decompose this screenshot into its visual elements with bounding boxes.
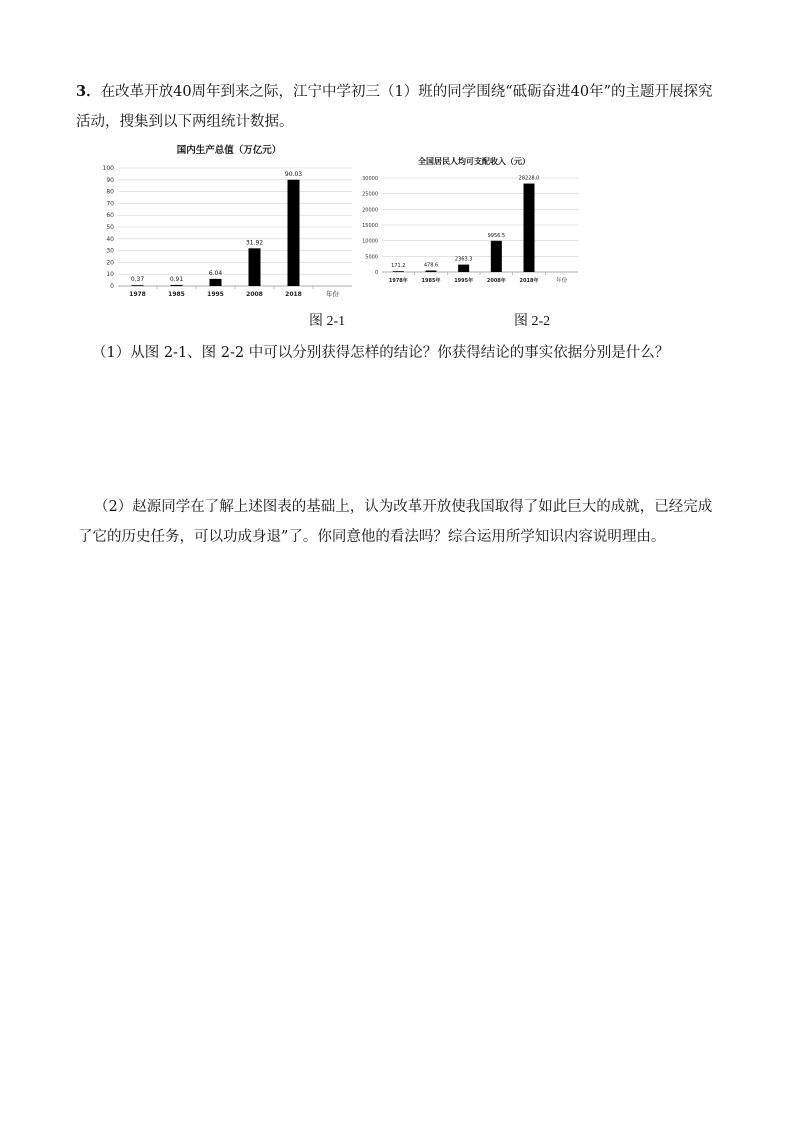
bar [132, 285, 144, 286]
question-stem [76, 77, 726, 137]
data-label: 9956.5 [487, 232, 506, 239]
y-tick-label: 50 [106, 224, 114, 231]
bar [524, 184, 535, 272]
income-bar-chart [358, 150, 590, 295]
y-tick-label: 10 [106, 271, 114, 279]
y-tick-label: 15000 [362, 223, 378, 229]
bar [171, 285, 183, 286]
question-stem-line-1: 在改革开放40周年到来之际，江宁中学初三（1）班的同学围绕“砥砺奋进40年”的主题开展探究 [100, 84, 713, 100]
y-tick-label: 60 [106, 212, 114, 220]
figure-caption-2-2: 图 2-2 [514, 314, 551, 329]
x-tick-label: 1995 [207, 291, 224, 298]
x-axis-label: 年份 [556, 278, 568, 284]
question-number: 3． [76, 83, 101, 100]
y-tick-label: 40 [106, 235, 114, 243]
y-tick-label: 25000 [362, 191, 378, 198]
data-label: 31.92 [245, 239, 264, 247]
y-tick-label: 20 [106, 259, 114, 267]
x-tick-label: 1985 [168, 291, 185, 298]
data-label: 90.03 [284, 170, 303, 178]
figure-caption-2-1: 图 2-1 [309, 314, 346, 329]
y-tick-label: 100 [102, 165, 114, 172]
bar [210, 279, 222, 286]
x-tick-label: 2018年 [519, 278, 539, 284]
x-tick-label: 1995年 [454, 278, 474, 284]
y-tick-label: 10000 [362, 238, 378, 245]
sub-question-2 [78, 492, 738, 552]
y-tick-label: 20000 [362, 207, 378, 214]
x-tick-label: 1978 [129, 291, 146, 298]
y-tick-label: 5000 [365, 254, 378, 261]
data-label: 0.91 [169, 275, 184, 283]
y-tick-label: 80 [106, 188, 114, 196]
x-tick-label: 2018 [285, 291, 302, 298]
y-tick-label: 90 [106, 176, 114, 184]
bar [458, 265, 469, 272]
bar [393, 271, 404, 272]
sub-question-2-line-2: 了它的历史任务，可以功成身退”了。你同意他的看法吗？综合运用所学知识内容说明理由。 [78, 529, 666, 545]
data-label: 0.37 [130, 276, 145, 284]
sub-question-1: （1）从图 2-1、图 2-2 中可以分别获得怎样的结论？你获得结论的事实依据分别是什么？ [92, 345, 670, 361]
gdp-bar-chart [90, 140, 355, 305]
data-label: 478.6 [423, 262, 439, 269]
bar [249, 248, 261, 286]
data-label: 28228.0 [518, 175, 540, 182]
data-label: 2363.3 [454, 256, 473, 263]
x-tick-label: 2008 [246, 291, 263, 298]
data-label: 171.2 [391, 263, 406, 270]
x-tick-label: 1985年 [421, 278, 441, 284]
x-tick-label: 1978年 [388, 278, 408, 284]
y-tick-label: 30 [106, 247, 114, 255]
y-tick-label: 30000 [362, 176, 378, 182]
chart-title: 全国居民人均可支配收入（元） [418, 156, 530, 166]
x-axis-label: 年份 [326, 290, 339, 298]
sub-question-2-line-1: （2）赵源同学在了解上述图表的基础上，认为改革开放使我国取得了如此巨大的成就，已经完成 [94, 499, 713, 515]
y-tick-label: 0 [110, 283, 114, 290]
x-tick-label: 2008年 [486, 278, 506, 284]
y-tick-label: 0 [374, 270, 378, 276]
chart-title: 国内生产总值（万亿元） [176, 145, 282, 156]
bar [288, 180, 300, 286]
bar [426, 271, 437, 272]
y-tick-label: 70 [106, 200, 114, 208]
question-stem-line-2: 活动，搜集到以下两组统计数据。 [76, 114, 294, 130]
bar [491, 241, 502, 272]
data-label: 6.04 [208, 269, 223, 277]
